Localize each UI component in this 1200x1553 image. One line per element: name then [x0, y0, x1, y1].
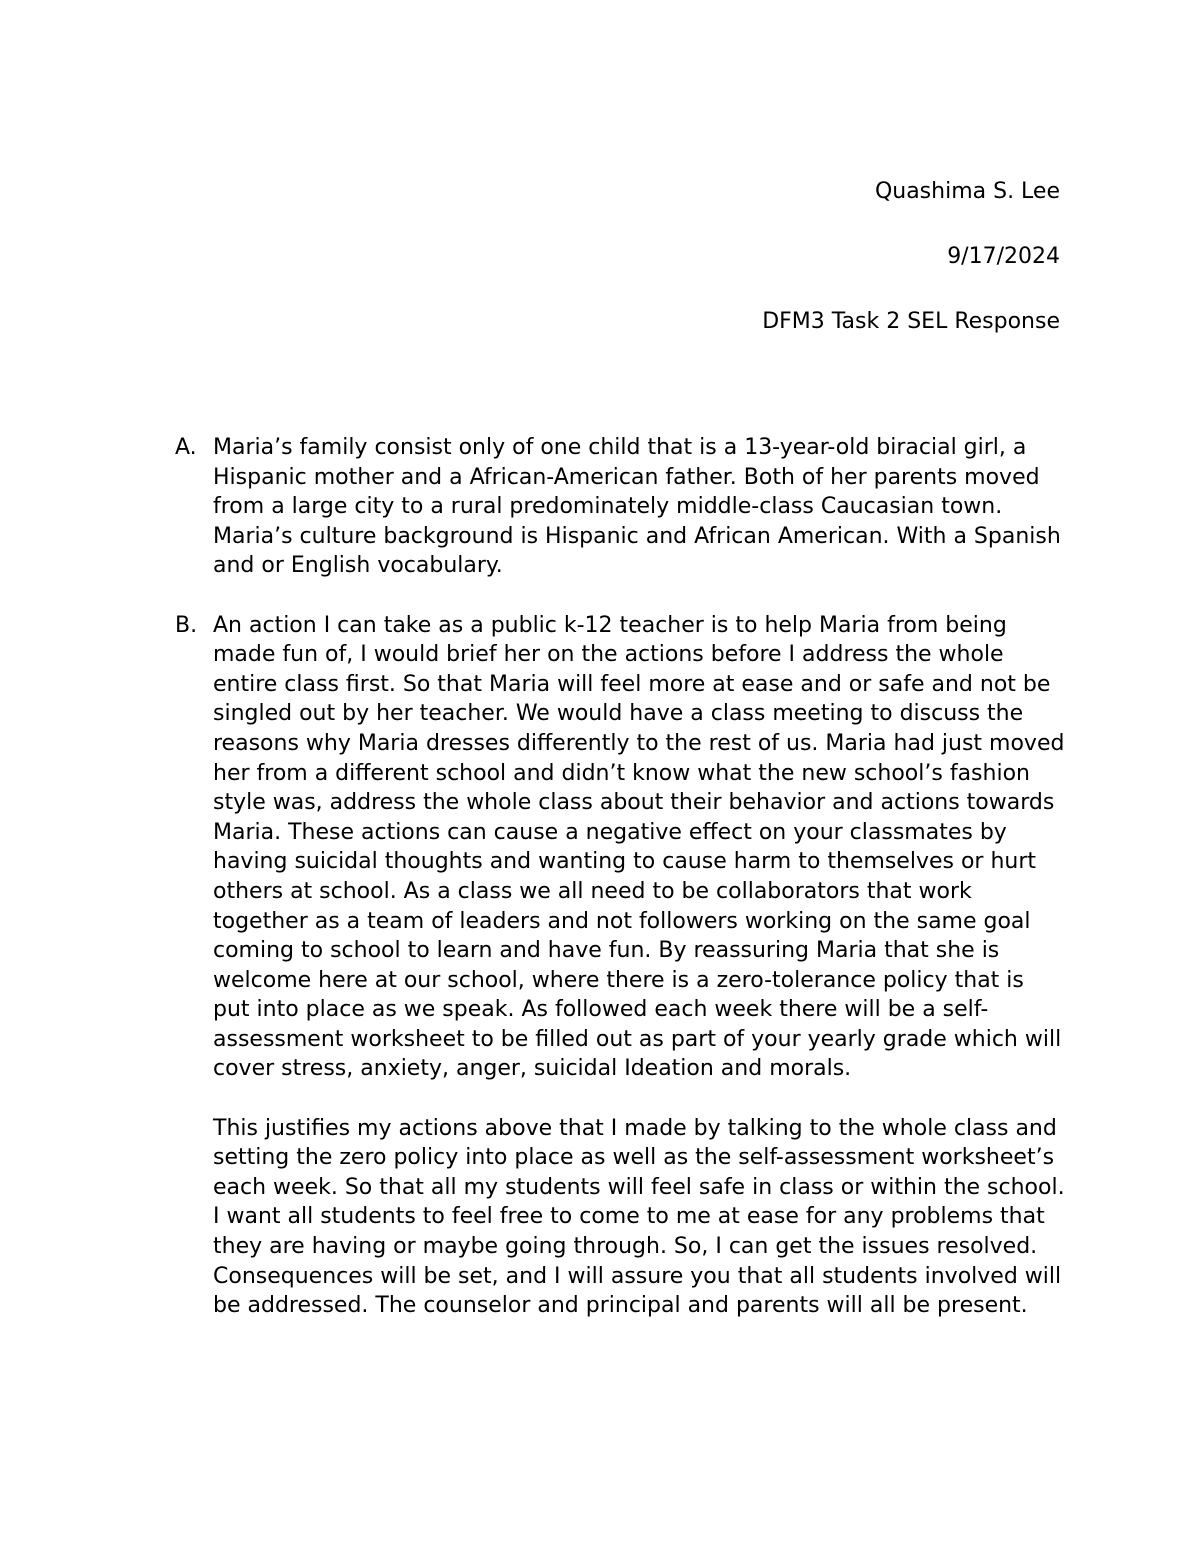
list-item-a [175, 433, 1065, 581]
document-header [762, 176, 1060, 371]
section-a-text: Maria’s family consist only of one child that is a 13-year-old biracial girl, a Hispanic mother and a African-American father. Both of her parents moved from a large city to a rural predominately middle-class Caucasian town. Maria’s culture background is Hispanic and African American. With a Spanish and or English vocabulary. [213, 435, 1061, 579]
document-date: 9/17/2024 [947, 244, 1060, 269]
list-marker-a: A. [175, 435, 197, 460]
section-b-text: An action I can take as a public k-12 teacher is to help Maria from being made fun of, I would brief her on the actions before I address the whole entire class first. So that Maria will feel more at ease and or safe and not be singled out by her teacher. We would have a class meeting to discuss the reasons why Maria dresses differently to the rest of us. Maria had just moved her from a different school and didn’t know what the new school’s fashion style was, address the whole class about their behavior and actions towards Maria. These actions can cause a negative effect on your classmates by having suicidal thoughts and wanting to cause harm to themselves or hurt others at school. As a class we all need to be collaborators that work together as a team of leaders and not followers working on the same goal coming to school to learn and have fun. By reassuring Maria that she is welcome here at our school, where there is a zero-tolerance policy that is put into place as we speak. As followed each week there will be a self-assessment worksheet to be filled out as part of your yearly grade which will cover stress, anxiety, anger, suicidal Ideation and morals. [213, 612, 1065, 1082]
response-body [175, 433, 1065, 1321]
justification-paragraph: This justifies my actions above that I made by talking to the whole class and setting the zero policy into place as well as the self-assessment worksheet’s each week. So that all my students will feel safe in class or within the school. I want all students to feel free to come to me at ease for any problems that they are having or maybe going through. So, I can get the issues resolved. Consequences will be set, and I will assure you that all students involved will be addressed. The counselor and principal and parents will all be present. [213, 1115, 1065, 1319]
author-name: Quashima S. Lee [874, 179, 1060, 204]
list-item-b [175, 611, 1065, 1085]
list-marker-b: B. [175, 612, 198, 638]
assignment-title: DFM3 Task 2 SEL Response [762, 309, 1060, 334]
